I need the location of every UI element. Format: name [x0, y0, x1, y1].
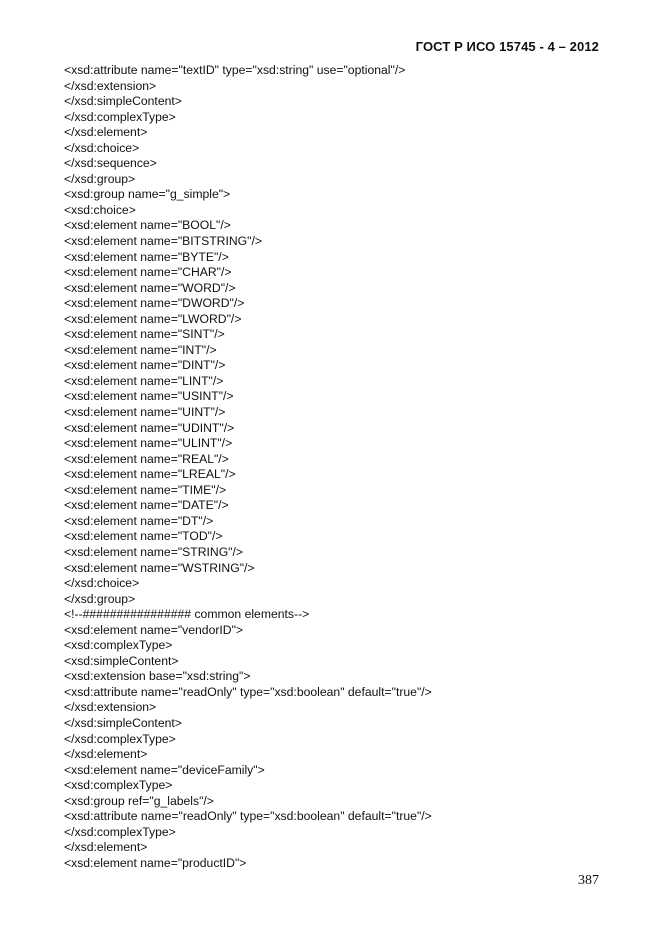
code-line: <xsd:complexType>	[64, 638, 173, 653]
code-line: <xsd:element name="SINT"/>	[64, 327, 225, 342]
code-line: <xsd:choice>	[64, 202, 136, 217]
code-line: <xsd:attribute name="readOnly" type="xsd:boolean" default="true"/>	[64, 809, 432, 824]
code-line: <xsd:element name="USINT"/>	[64, 389, 234, 404]
code-line: </xsd:sequence>	[64, 156, 157, 171]
code-line: <xsd:element name="LINT"/>	[64, 373, 224, 388]
code-line: </xsd:complexType>	[64, 109, 176, 124]
code-line: <xsd:element name="WORD"/>	[64, 280, 236, 295]
code-line: </xsd:group>	[64, 171, 136, 186]
code-line: <xsd:attribute name="readOnly" type="xsd:boolean" default="true"/>	[64, 684, 432, 699]
code-line: <xsd:element name="LREAL"/>	[64, 467, 236, 482]
code-line: </xsd:extension>	[64, 700, 157, 715]
xsd-code-listing	[64, 63, 624, 871]
code-line: <xsd:element name="DWORD"/>	[64, 296, 245, 311]
code-line: <xsd:element name="DT"/>	[64, 513, 214, 528]
code-line: <xsd:element name="DINT"/>	[64, 358, 226, 373]
code-line: </xsd:complexType>	[64, 731, 176, 746]
code-line: <xsd:element name="vendorID">	[64, 622, 244, 637]
code-line: <xsd:attribute name="textID" type="xsd:string" use="optional"/>	[64, 63, 406, 77]
code-line: <xsd:element name="deviceFamily">	[64, 762, 265, 777]
code-line: <xsd:element name="LWORD"/>	[64, 311, 242, 326]
code-line: <xsd:element name="ULINT"/>	[64, 436, 233, 451]
code-line: </xsd:choice>	[64, 576, 140, 591]
code-line: </xsd:simpleContent>	[64, 94, 182, 109]
code-line: </xsd:element>	[64, 747, 148, 762]
code-line: <xsd:element name="TOD"/>	[64, 529, 223, 544]
code-line: </xsd:choice>	[64, 140, 140, 155]
code-line: <xsd:element name="BYTE"/>	[64, 249, 229, 264]
code-line: <xsd:element name="DATE"/>	[64, 498, 229, 513]
code-line: </xsd:complexType>	[64, 824, 176, 839]
code-line: <xsd:element name="UDINT"/>	[64, 420, 235, 435]
page-header: ГОСТ Р ИСО 15745 - 4 – 2012	[415, 39, 599, 54]
code-line: <xsd:element name="CHAR"/>	[64, 265, 232, 280]
code-line: </xsd:group>	[64, 591, 136, 606]
code-line: <xsd:element name="STRING"/>	[64, 544, 244, 559]
code-line: <xsd:element name="productID">	[64, 855, 247, 870]
code-line: <xsd:element name="BOOL"/>	[64, 218, 231, 233]
code-line: <xsd:element name="WSTRING"/>	[64, 560, 255, 575]
page-number: 387	[578, 873, 599, 888]
code-line: </xsd:element>	[64, 840, 148, 855]
code-line: <xsd:group name="g_simple">	[64, 187, 231, 202]
code-line: <xsd:complexType>	[64, 778, 173, 793]
code-line: <xsd:element name="TIME"/>	[64, 482, 227, 497]
code-line: <xsd:simpleContent>	[64, 653, 179, 668]
code-line: </xsd:extension>	[64, 78, 157, 93]
code-line: </xsd:simpleContent>	[64, 715, 182, 730]
code-line: <xsd:element name="BITSTRING"/>	[64, 234, 262, 249]
code-line: <xsd:element name="UINT"/>	[64, 405, 226, 420]
code-line: <xsd:element name="INT"/>	[64, 342, 217, 357]
code-line: </xsd:element>	[64, 125, 148, 140]
code-line: <xsd:extension base="xsd:string">	[64, 669, 251, 684]
code-line: <xsd:group ref="g_labels"/>	[64, 793, 214, 808]
code-line: <!--################ common elements-->	[64, 607, 310, 622]
code-line: <xsd:element name="REAL"/>	[64, 451, 229, 466]
